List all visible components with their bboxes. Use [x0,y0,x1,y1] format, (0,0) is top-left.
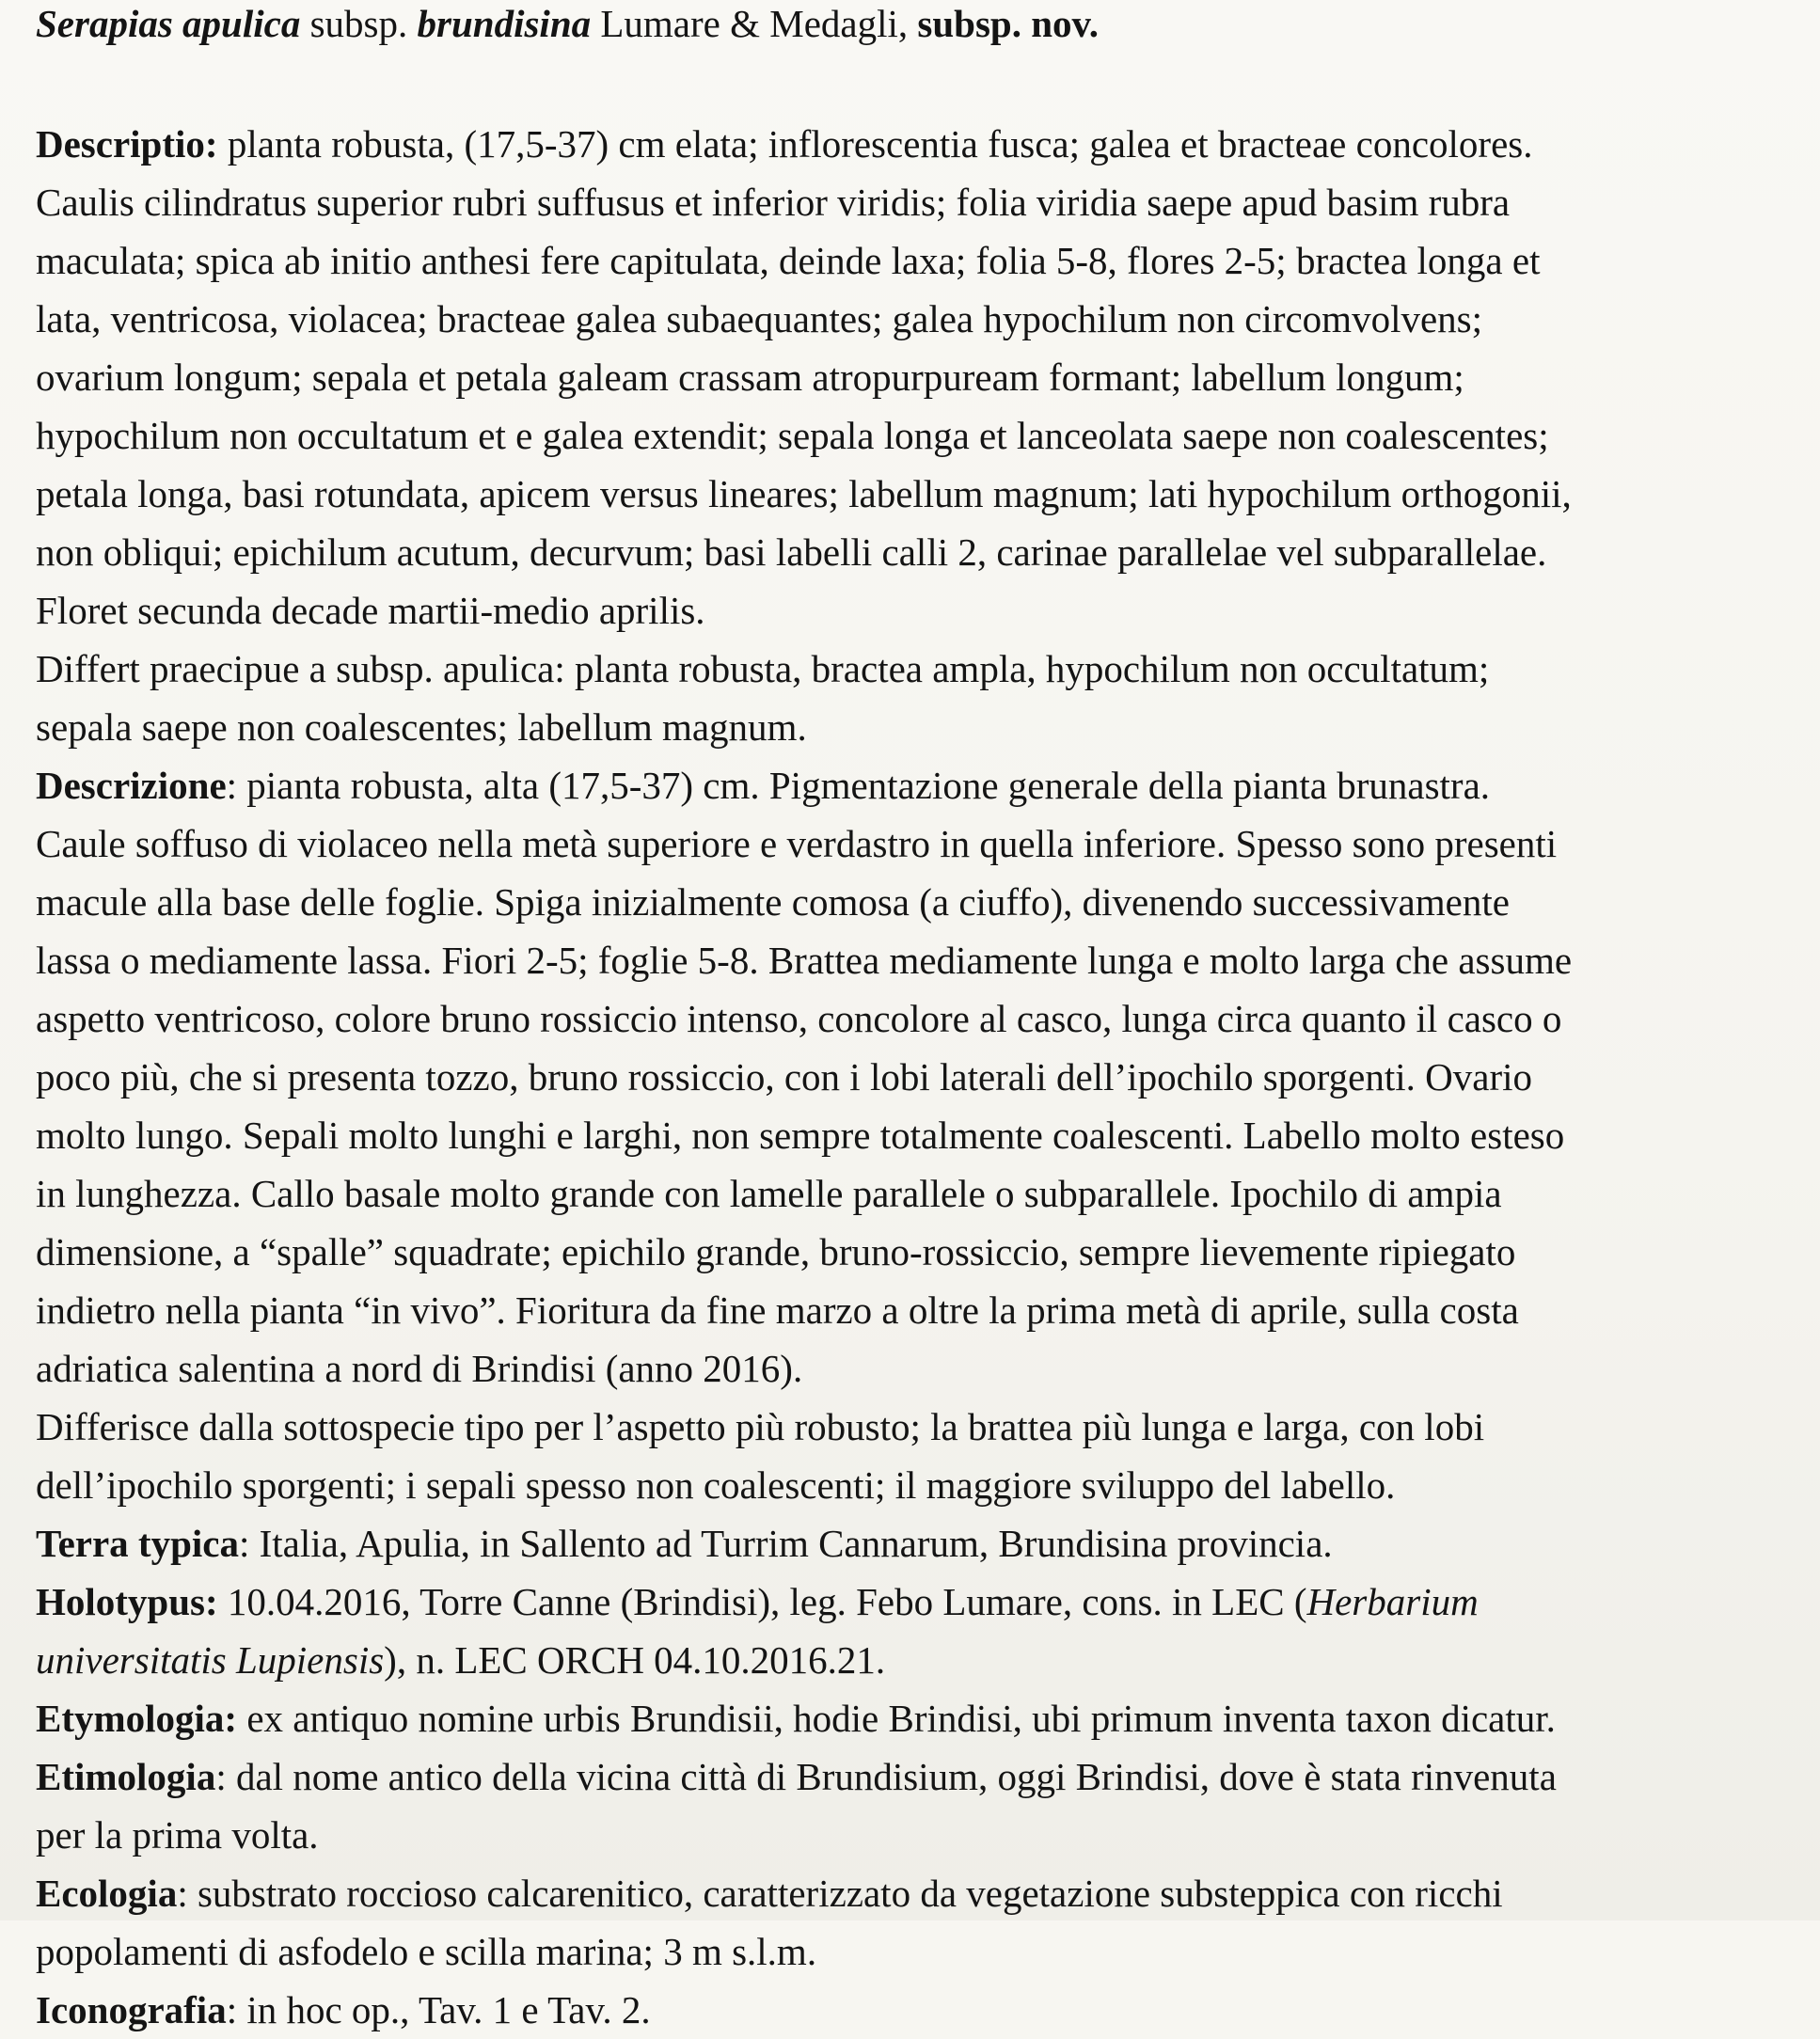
terra-typica-label: Terra typica [36,1522,239,1565]
descrizione-line: Descrizione: pianta robusta, alta (17,5-37) cm. Pigmentazione generale della pianta brunastra. [36,764,1491,807]
holotypus-line: universitatis Lupiensis), n. LEC ORCH 04.10.2016.21. [36,1638,886,1682]
etimologia-section [36,1747,1792,1864]
differt-line: sepala saepe non coalescentes; labellum magnum. [36,705,807,749]
ecologia-section [36,1864,1792,1981]
descrizione-line: poco più, che si presenta tozzo, bruno rossiccio, con i lobi laterali dell’ipochilo sporgenti. Ovario [36,1055,1532,1099]
ecologia-label: Ecologia [36,1872,178,1915]
descrizione-line: indietro nella pianta “in vivo”. Fioritura da fine marzo a oltre la prima metà di aprile, sulla costa [36,1288,1519,1332]
taxon-rank: subsp. [300,2,418,45]
descrizione-label: Descrizione [36,764,227,807]
descrizione-line: molto lungo. Sepali molto lunghi e larghi, non sempre totalmente coalescenti. Labello molto esteso [36,1114,1565,1157]
descriptio-line: maculata; spica ab initio anthesi fere capitulata, deinde laxa; folia 5-8, flores 2-5; bractea longa et [36,239,1541,282]
descriptio-line: petala longa, basi rotundata, apicem versus lineares; labellum magnum; lati hypochilum orthogonii, [36,472,1572,515]
etymologia-line: Etymologia: ex antiquo nomine urbis Brundisii, hodie Brindisi, ubi primum inventa taxon dicatur. [36,1697,1556,1740]
holotypus-label: Holotypus: [36,1580,218,1623]
descrizione-line: macule alla base delle foglie. Spiga inizialmente comosa (a ciuffo), divenendo successivamente [36,880,1510,924]
descriptio-line: hypochilum non occultatum et e galea extendit; sepala longa et lanceolata saepe non coalescentes; [36,414,1549,457]
descriptio-line: ovarium longum; sepala et petala galeam crassam atropurpuream formant; labellum longum; [36,356,1464,399]
holotypus-section [36,1573,1792,1689]
taxon-species: Serapias apulica [36,2,301,45]
descrizione-line: dimensione, a “spalle” squadrate; epichilo grande, bruno-rossiccio, sempre lievemente ripiegato [36,1230,1516,1273]
descriptio-line: Caulis cilindratus superior rubri suffusus et inferior viridis; folia viridia saepe apud basim rubra [36,181,1511,224]
taxon-authors: Lumare & Medagli, [591,2,918,45]
etimologia-line: per la prima volta. [36,1813,319,1857]
etimologia-line: Etimologia: dal nome antico della vicina città di Brundisium, oggi Brindisi, dove è stata rinvenuta [36,1755,1557,1798]
descriptio-line: Floret secunda decade martii-medio aprilis. [36,589,705,632]
descriptio-line: lata, ventricosa, violacea; bracteae galea subaequantes; galea hypochilum non circomvolvens; [36,297,1483,340]
differisce-line: Differisce dalla sottospecie tipo per l’aspetto più robusto; la brattea più lunga e larga, con lobi [36,1405,1485,1448]
ecologia-line: Ecologia: substrato roccioso calcarenitico, caratterizzato da vegetazione substeppica con ricchi [36,1872,1503,1915]
descriptio-section [36,115,1792,640]
terra-typica-line: Terra typica: Italia, Apulia, in Sallento ad Turrim Cannarum, Brundisina provincia. [36,1522,1333,1565]
differt-line: Differt praecipue a subsp. apulica: planta robusta, bractea ampla, hypochilum non occultatum; [36,647,1490,690]
iconografia-label: Iconografia [36,1988,227,2031]
descriptio-line: Descriptio: planta robusta, (17,5-37) cm elata; inflorescentia fusca; galea et bracteae concolores. [36,122,1533,166]
descriptio-label: Descriptio: [36,122,218,166]
differisce-line: dell’ipochilo sporgenti; i sepali spesso non coalescenti; il maggiore sviluppo del labello. [36,1463,1396,1507]
descrizione-section [36,756,1792,1398]
taxon-subspecies: brundisina [417,2,592,45]
descrizione-line: lassa o mediamente lassa. Fiori 2-5; foglie 5-8. Brattea mediamente lunga e molto larga che assume [36,939,1573,982]
etimologia-label: Etimologia [36,1755,216,1798]
descriptio-line: non obliqui; epichilum acutum, decurvum; basi labelli calli 2, carinae parallelae vel subparallelae. [36,530,1547,574]
spacer [36,53,1792,115]
iconografia-line: Iconografia: in hoc op., Tav. 1 e Tav. 2. [36,1988,651,2031]
taxon-title [36,0,1792,53]
differisce-section [36,1398,1792,1514]
differt-section [36,640,1792,756]
holotypus-line: Holotypus: 10.04.2016, Torre Canne (Brindisi), leg. Febo Lumare, cons. in LEC (Herbarium [36,1580,1479,1623]
taxon-status: subsp. nov. [917,2,1099,45]
ecologia-line: popolamenti di asfodelo e scilla marina; 3 m s.l.m. [36,1930,817,1973]
descrizione-line: in lunghezza. Callo basale molto grande con lamelle parallele o subparallele. Ipochilo di ampia [36,1172,1502,1215]
descrizione-line: adriatica salentina a nord di Brindisi (anno 2016). [36,1347,803,1390]
descrizione-line: Caule soffuso di violaceo nella metà superiore e verdastro in quella inferiore. Spesso sono presenti [36,822,1558,865]
descrizione-line: aspetto ventricoso, colore bruno rossiccio intenso, concolore al casco, lunga circa quanto il casco o [36,997,1562,1040]
etymologia-label: Etymologia: [36,1697,238,1740]
